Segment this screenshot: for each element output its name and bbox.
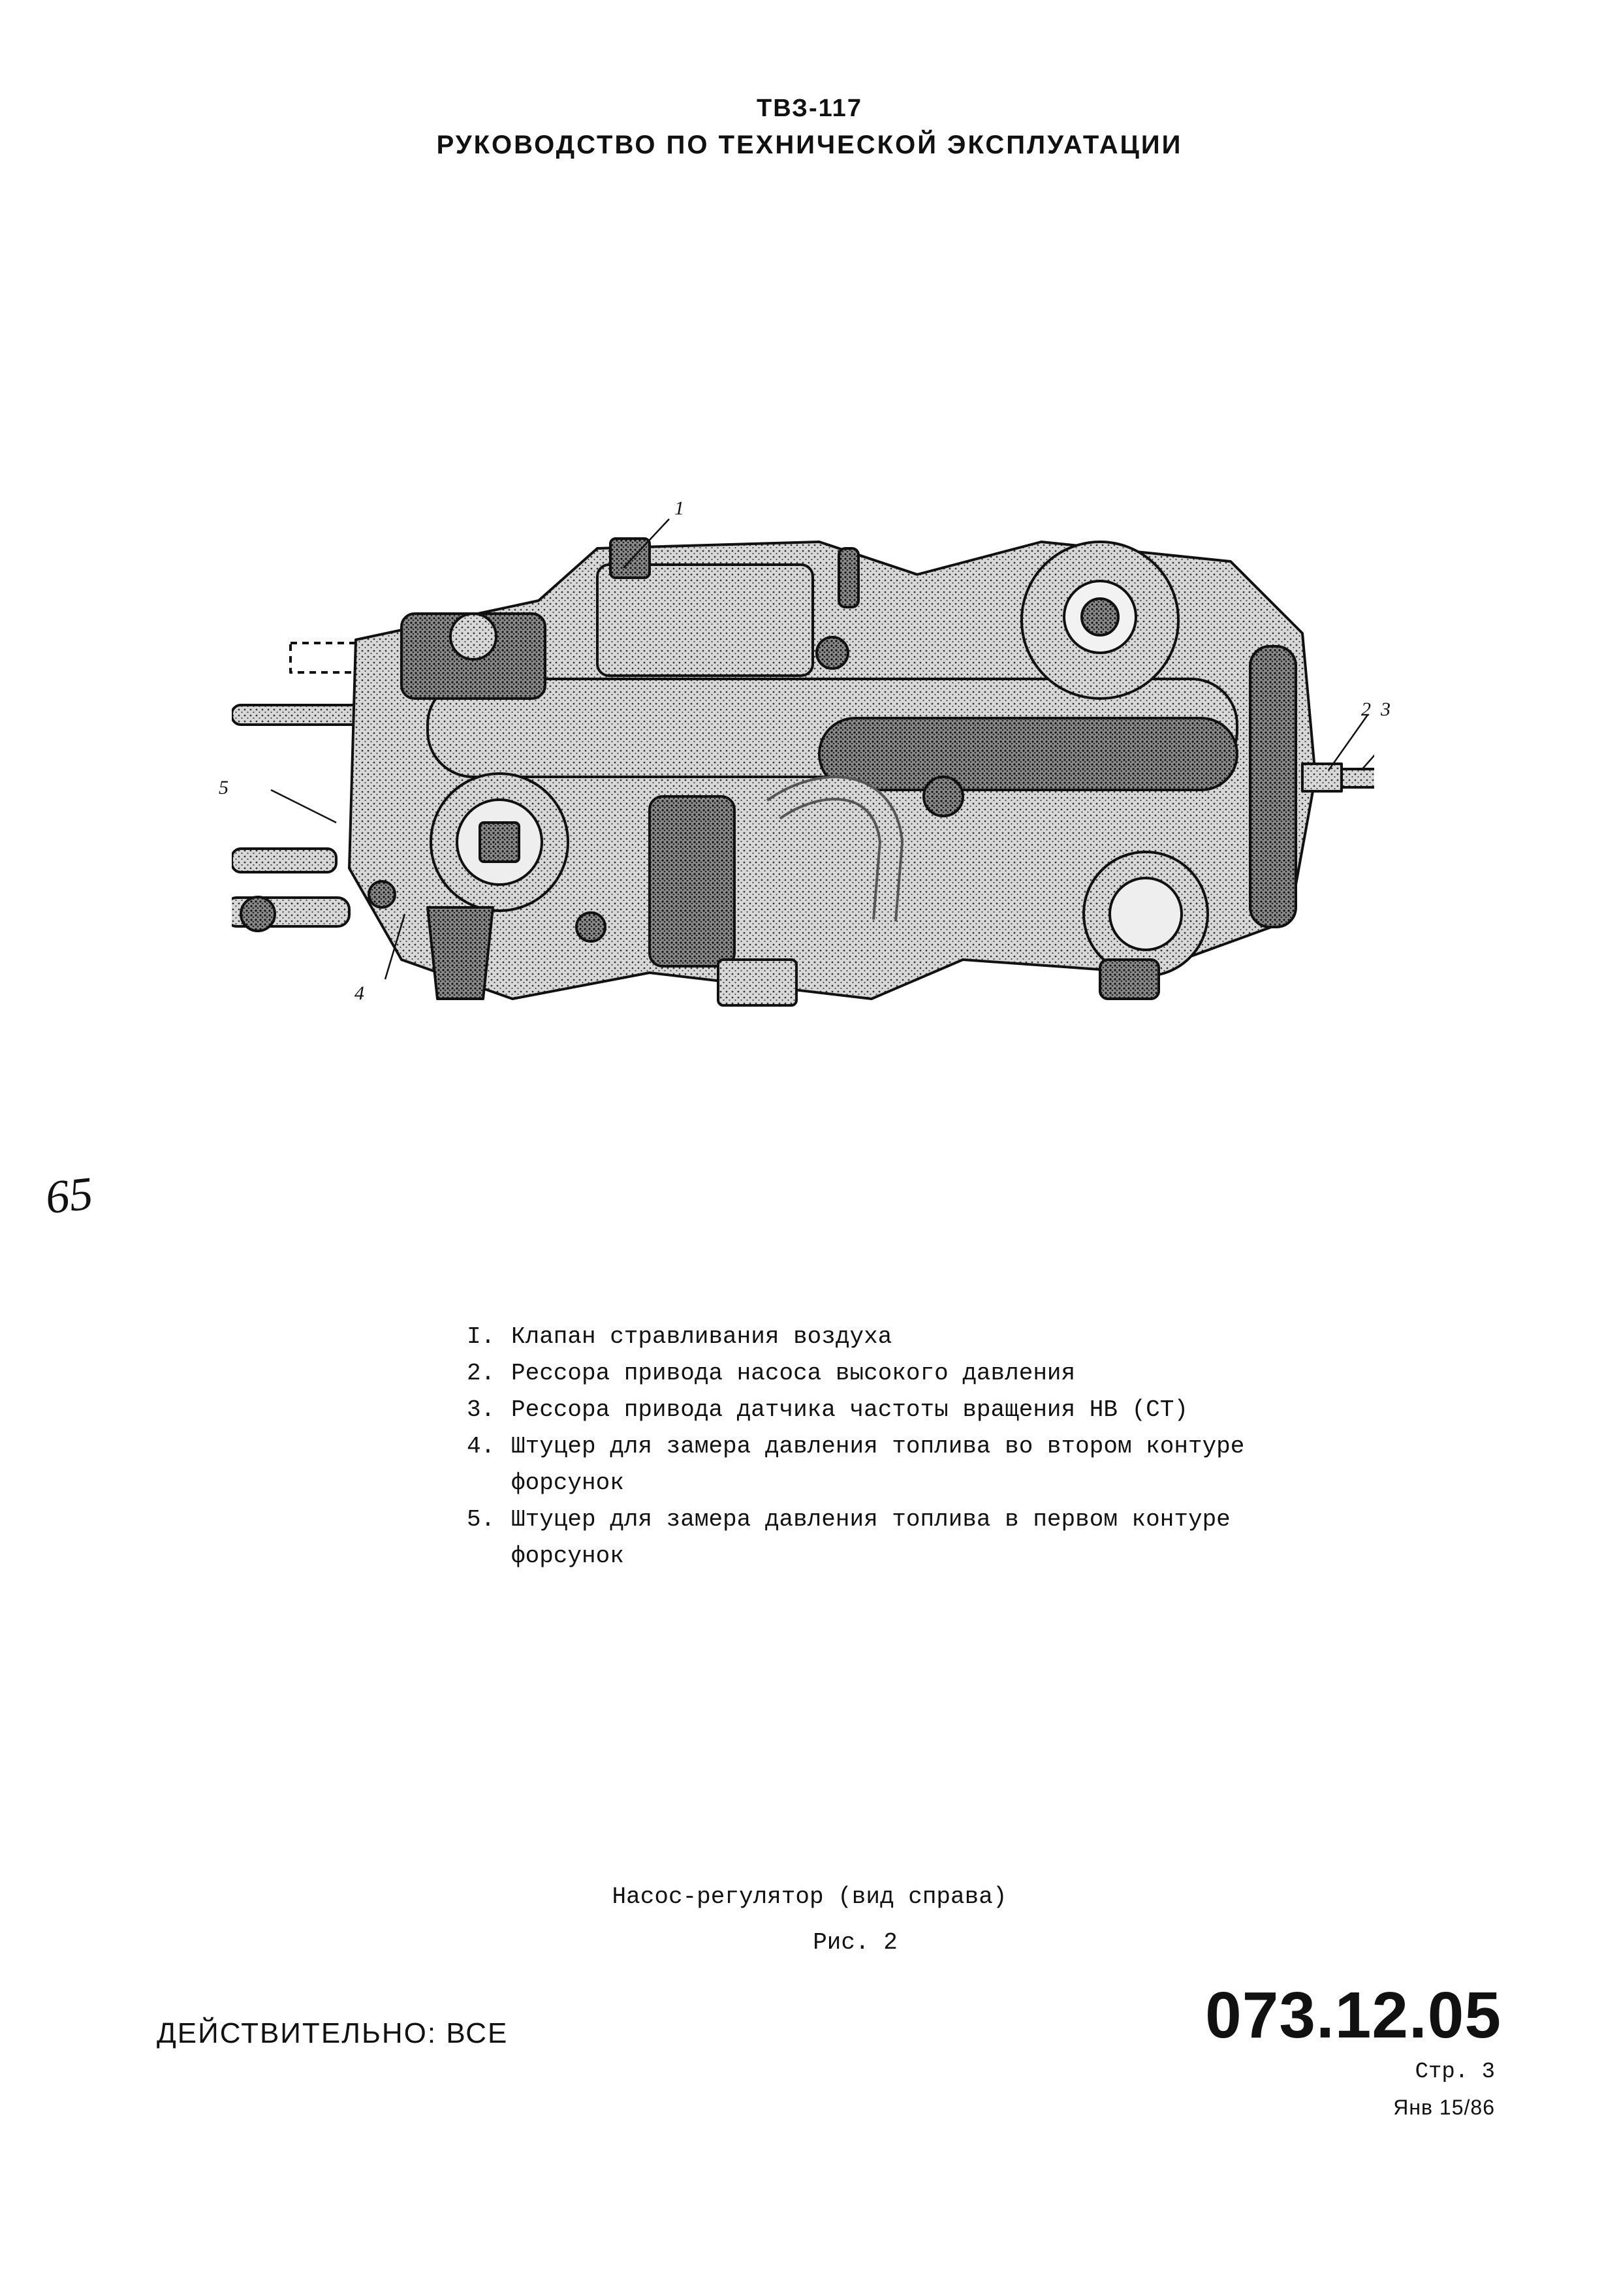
legend-item xyxy=(467,1502,1315,1575)
figure-number: Рис. 2 xyxy=(813,1929,898,1956)
callout-1: 1 xyxy=(674,497,684,519)
callout-3: 3 xyxy=(1381,699,1391,720)
legend-item xyxy=(467,1428,1315,1502)
validity-label: ДЕЙСТВИТЕЛЬНО: ВСЕ xyxy=(157,2017,509,2049)
legend-text: Штуцер для замера давления топлива во втором контуре форсунок xyxy=(511,1433,1245,1496)
callout-2: 2 xyxy=(1361,699,1371,720)
legend-item xyxy=(467,1319,1315,1355)
legend-number: 2. xyxy=(467,1360,495,1387)
legend-text: Рессора привода датчика частоты вращения НВ (СТ) xyxy=(511,1396,1188,1423)
document-number: 073.12.05 xyxy=(1205,1979,1501,2052)
manual-code: ТВЗ-117 xyxy=(757,95,862,122)
legend-number: 5. xyxy=(467,1506,495,1533)
pump-regulator-illustration xyxy=(219,497,1391,1038)
legend-number: I. xyxy=(467,1323,495,1350)
manual-title: РУКОВОДСТВО ПО ТЕХНИЧЕСКОЙ ЭКСПЛУАТАЦИИ xyxy=(436,131,1183,159)
legend-text: Рессора привода насоса высокого давления xyxy=(511,1360,1076,1387)
legend-text: Клапан стравливания воздуха xyxy=(511,1323,892,1350)
page-number: Стр. 3 xyxy=(1415,2060,1495,2084)
legend-text: Штуцер для замера давления топлива в первом контуре форсунок xyxy=(511,1506,1231,1569)
revision-date: Янв 15/86 xyxy=(1393,2096,1495,2119)
callout-5: 5 xyxy=(219,777,228,798)
pump-regulator-drawing xyxy=(232,503,1374,1038)
figure-caption: Насос-регулятор (вид справа) xyxy=(612,1883,1007,1910)
figure-legend xyxy=(467,1319,1315,1575)
callout-4: 4 xyxy=(354,983,364,1004)
legend-number: 3. xyxy=(467,1396,495,1423)
legend-number: 4. xyxy=(467,1433,495,1460)
legend-item xyxy=(467,1355,1315,1392)
handwritten-page-note: 65 xyxy=(42,1167,95,1224)
legend-item xyxy=(467,1392,1315,1428)
